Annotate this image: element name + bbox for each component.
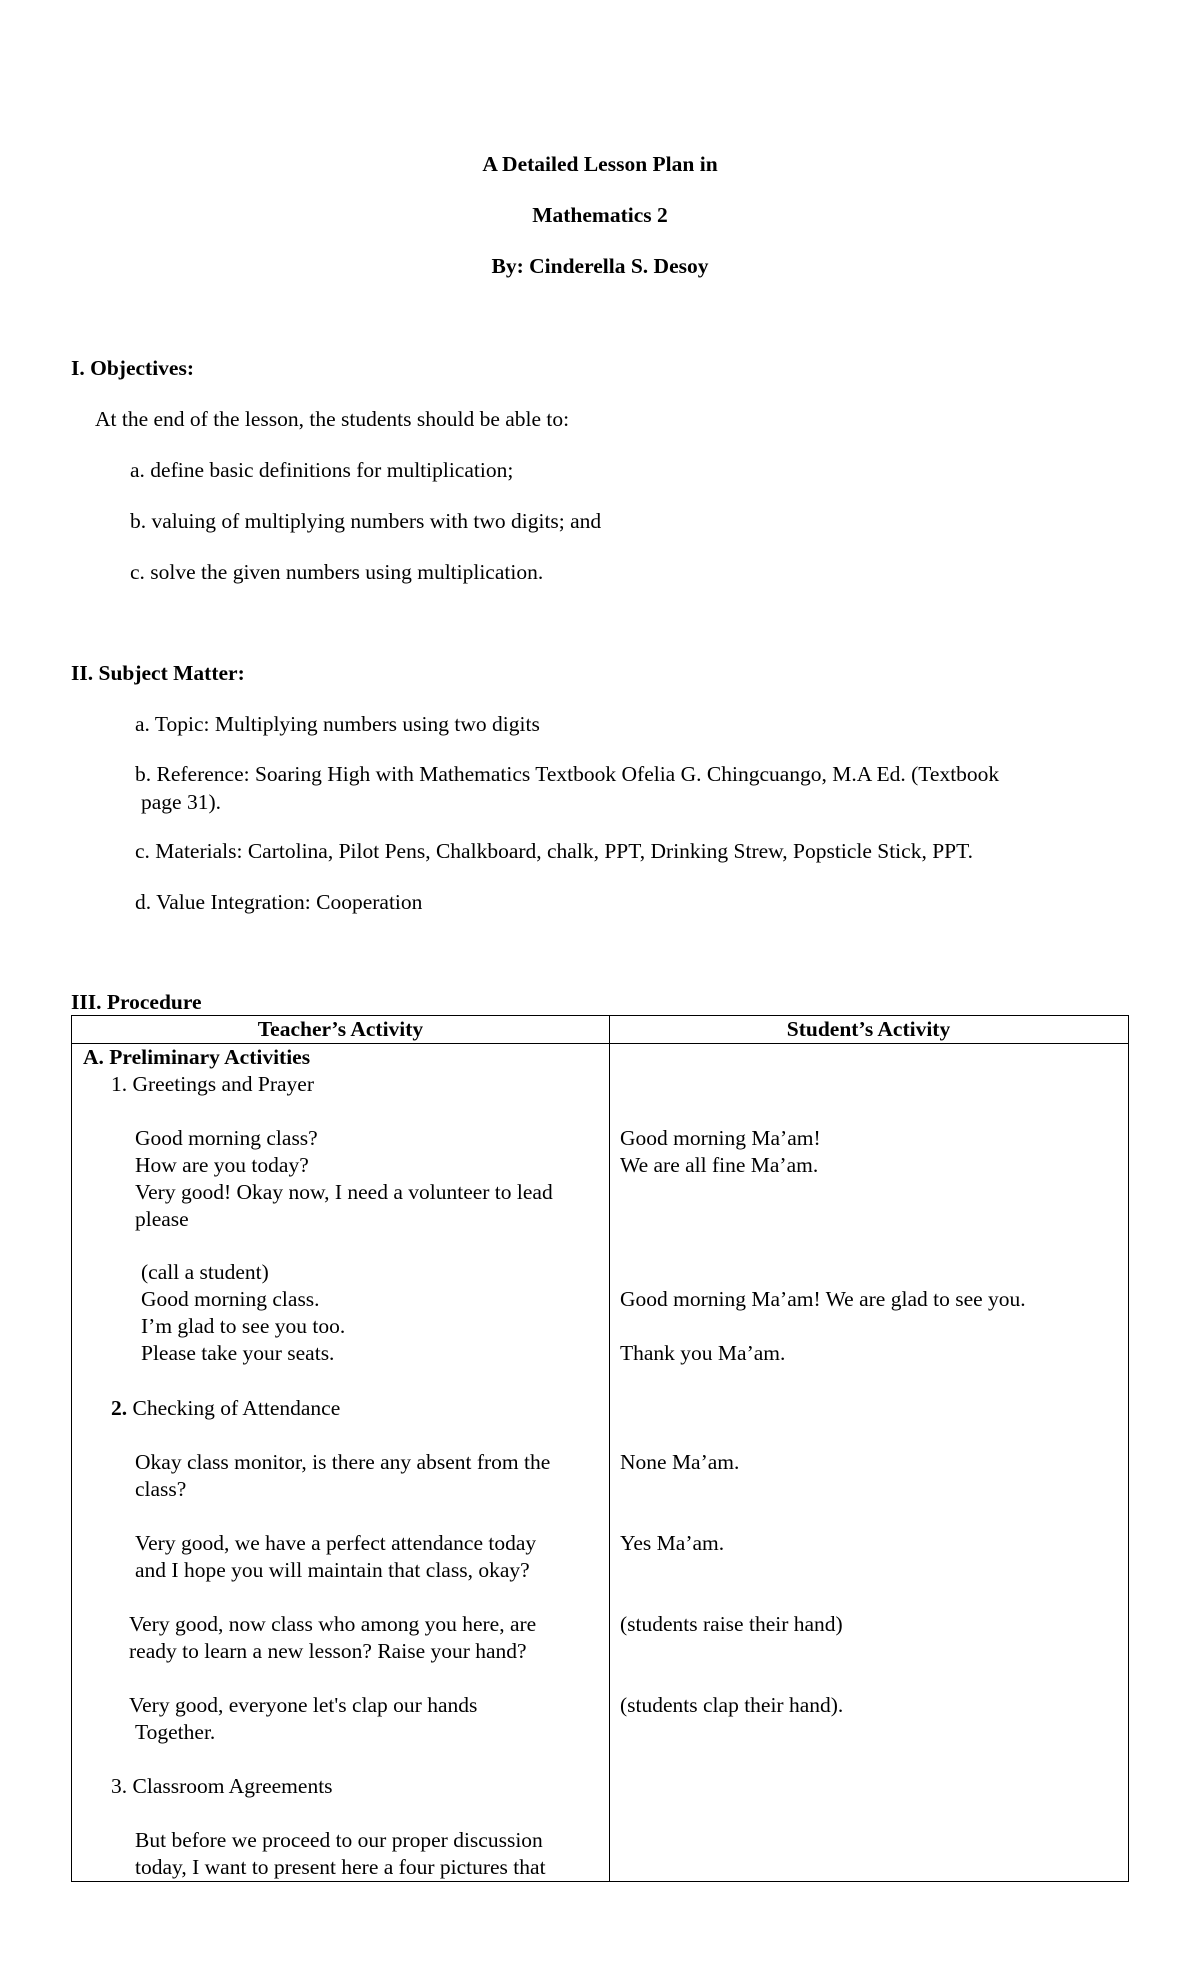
student-line: Good morning Ma’am! We are glad to see you. bbox=[620, 1287, 1026, 1311]
step-label: Checking of Attendance bbox=[127, 1396, 341, 1420]
subject-materials: c. Materials: Cartolina, Pilot Pens, Chalkboard, chalk, PPT, Drinking Strew, Popsticle Stick, PPT. bbox=[135, 839, 974, 863]
teacher-line: class? bbox=[135, 1477, 187, 1501]
teacher-line: Good morning class? bbox=[135, 1126, 318, 1150]
teacher-line: ready to learn a new lesson? Raise your hand? bbox=[129, 1639, 527, 1663]
objective-item: c. solve the given numbers using multiplication. bbox=[130, 560, 544, 584]
student-line: (students clap their hand). bbox=[620, 1693, 844, 1717]
teacher-line: and I hope you will maintain that class, okay? bbox=[135, 1558, 530, 1582]
teacher-line: But before we proceed to our proper discussion bbox=[135, 1828, 543, 1852]
teacher-line: please bbox=[135, 1207, 189, 1231]
teacher-line: How are you today? bbox=[135, 1153, 309, 1177]
step-number: 2. bbox=[111, 1396, 128, 1420]
document-subject: Mathematics 2 bbox=[532, 203, 668, 227]
teacher-line: Please take your seats. bbox=[141, 1341, 335, 1365]
header-divider bbox=[72, 1043, 1128, 1044]
student-activity-header: Student’s Activity bbox=[786, 1017, 951, 1041]
step-attendance bbox=[111, 1396, 340, 1421]
teacher-line: Very good, we have a perfect attendance today bbox=[135, 1531, 537, 1555]
objectives-intro: At the end of the lesson, the students should be able to: bbox=[95, 407, 570, 431]
teacher-line: I’m glad to see you too. bbox=[141, 1314, 346, 1338]
student-line: Good morning Ma’am! bbox=[620, 1126, 821, 1150]
teacher-line: today, I want to present here a four pictures that bbox=[135, 1855, 546, 1879]
objective-item: b. valuing of multiplying numbers with two digits; and bbox=[130, 509, 602, 533]
teacher-line: Very good, now class who among you here, are bbox=[129, 1612, 537, 1636]
student-line: Yes Ma’am. bbox=[620, 1531, 725, 1555]
subject-topic: a. Topic: Multiplying numbers using two digits bbox=[135, 712, 540, 736]
teacher-line: Very good, everyone let's clap our hands bbox=[129, 1693, 478, 1717]
subject-reference-cont: page 31). bbox=[141, 790, 221, 814]
objective-item: a. define basic definitions for multiplication; bbox=[130, 458, 514, 482]
teacher-line: Good morning class. bbox=[141, 1287, 320, 1311]
procedure-heading: III. Procedure bbox=[71, 990, 202, 1014]
teacher-line: (call a student) bbox=[141, 1260, 269, 1284]
section-preliminary-activities: A. Preliminary Activities bbox=[83, 1045, 311, 1069]
teacher-activity-header: Teacher’s Activity bbox=[257, 1017, 424, 1041]
subject-reference: b. Reference: Soaring High with Mathematics Textbook Ofelia G. Chingcuango, M.A Ed. (Textbook bbox=[135, 762, 1000, 786]
student-line: None Ma’am. bbox=[620, 1450, 740, 1474]
step-greetings: 1. Greetings and Prayer bbox=[111, 1072, 314, 1096]
objectives-heading: I. Objectives: bbox=[71, 356, 194, 380]
student-line: We are all fine Ma’am. bbox=[620, 1153, 819, 1177]
teacher-line: Together. bbox=[135, 1720, 216, 1744]
student-line: Thank you Ma’am. bbox=[620, 1341, 786, 1365]
document-author: By: Cinderella S. Desoy bbox=[491, 254, 709, 278]
subject-value: d. Value Integration: Cooperation bbox=[135, 890, 423, 914]
student-line: (students raise their hand) bbox=[620, 1612, 843, 1636]
column-divider bbox=[609, 1016, 610, 1881]
step-classroom-agreements: 3. Classroom Agreements bbox=[111, 1774, 333, 1798]
procedure-table bbox=[71, 1015, 1129, 1882]
teacher-line: Very good! Okay now, I need a volunteer to lead bbox=[135, 1180, 553, 1204]
teacher-line: Okay class monitor, is there any absent from the bbox=[135, 1450, 551, 1474]
document-title: A Detailed Lesson Plan in bbox=[482, 152, 718, 176]
subject-matter-heading: II. Subject Matter: bbox=[71, 661, 245, 685]
